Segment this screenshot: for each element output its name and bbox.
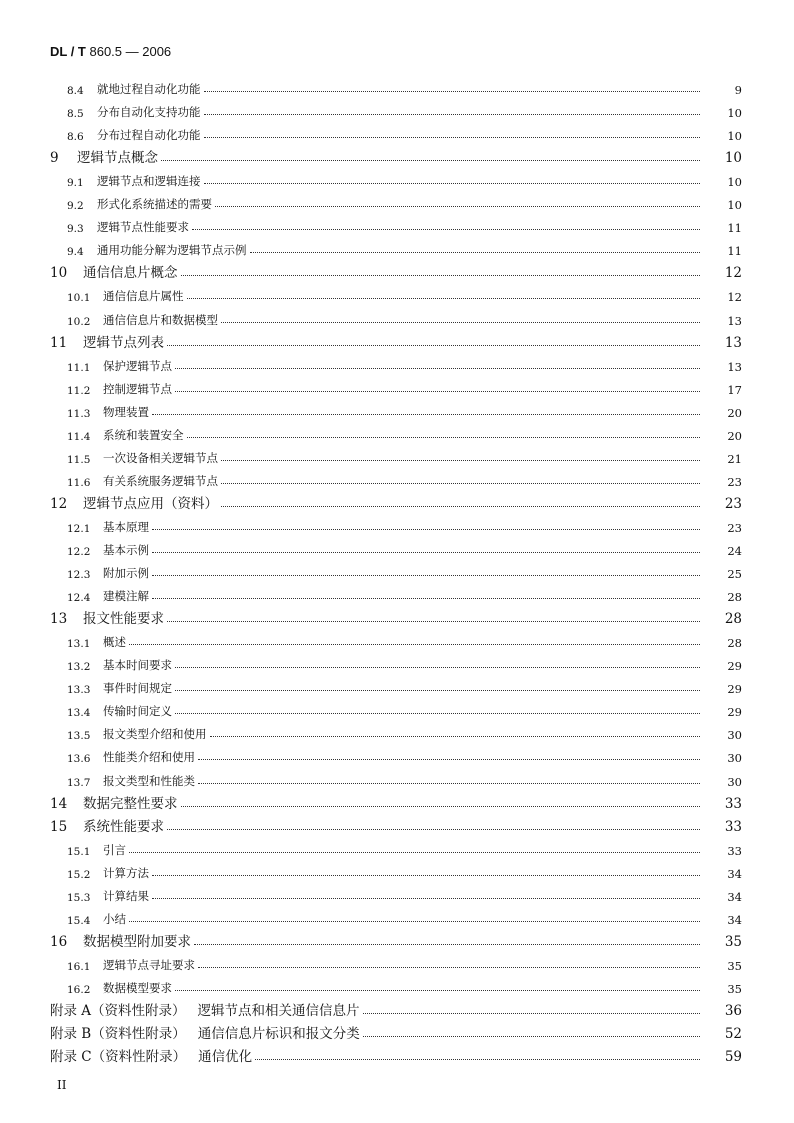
toc-entry-title: 报文类型和性能类 (103, 773, 195, 788)
toc-entry-page: 30 (727, 728, 742, 743)
toc-entry[interactable] (0, 720, 794, 742)
toc-entry[interactable] (0, 582, 794, 604)
toc-entry-number: 13 (50, 611, 68, 628)
toc-dot-leader (198, 759, 700, 760)
toc-dot-leader (210, 736, 701, 737)
toc-entry-title: 报文性能要求 (83, 611, 164, 628)
toc-dot-leader (152, 529, 700, 530)
toc-entry-number: 16 (50, 933, 68, 950)
toc-entry[interactable] (0, 513, 794, 535)
toc-entry-page: 25 (727, 567, 742, 582)
toc-entry-number: 9.2 (67, 200, 84, 213)
toc-entry[interactable] (0, 836, 794, 858)
toc-entry-page: 30 (727, 751, 742, 766)
toc-entry[interactable] (0, 375, 794, 397)
toc-entry-title: 概述 (103, 635, 126, 650)
toc-entry[interactable] (0, 790, 794, 812)
toc-entry[interactable] (0, 144, 794, 166)
toc-dot-leader (255, 1059, 700, 1060)
toc-entry-page: 13 (727, 359, 742, 374)
toc-entry-title: 基本原理 (103, 519, 149, 534)
toc-entry-page: 33 (724, 795, 742, 812)
toc-entry-page: 34 (727, 912, 742, 927)
toc-entry-page: 35 (727, 958, 742, 973)
toc-entry-page: 28 (727, 636, 742, 651)
toc-entry-title: 数据完整性要求 (83, 795, 178, 812)
toc-dot-leader (152, 552, 700, 553)
toc-entry-number: 15.4 (67, 914, 91, 927)
toc-entry-page: 23 (727, 474, 742, 489)
toc-entry-title: 计算方法 (103, 865, 149, 880)
toc-entry-title: 传输时间定义 (103, 704, 172, 719)
toc-entry-number: 12.3 (67, 569, 91, 582)
toc-entry-page: 13 (727, 313, 742, 328)
toc-entry-number: 10 (50, 265, 68, 282)
page-number: II (57, 1078, 67, 1092)
toc-entry-number: 13.7 (67, 776, 91, 789)
toc-entry-title: 保护逻辑节点 (103, 358, 172, 373)
toc-dot-leader (221, 506, 700, 507)
toc-entry-title: 分布自动化支持功能 (97, 105, 201, 120)
toc-dot-leader (152, 875, 700, 876)
toc-entry-title: 逻辑节点应用（资料） (83, 495, 218, 512)
toc-entry-number: 10.2 (67, 315, 91, 328)
toc-entry[interactable] (0, 628, 794, 650)
toc-entry-title: 附加示例 (103, 566, 149, 581)
toc-entry-number: 11.4 (67, 430, 91, 443)
toc-entry-number: 附录 A（资料性附录） (50, 1003, 186, 1019)
standard-number: 860.5 — 2006 (85, 44, 172, 59)
toc-entry-number: 附录 B（资料性附录） (50, 1026, 186, 1043)
toc-entry[interactable] (0, 259, 794, 281)
toc-dot-leader (187, 437, 701, 438)
toc-dot-leader (215, 206, 700, 207)
toc-entry-number: 11.3 (67, 407, 91, 420)
toc-entry-page: 29 (727, 705, 742, 720)
toc-dot-leader (221, 322, 700, 323)
toc-entry-page: 29 (727, 659, 742, 674)
toc-entry-number: 15 (50, 818, 68, 835)
toc-entry-title: 通信优化 (198, 1049, 253, 1066)
toc-entry-title: 有关系统服务逻辑节点 (103, 473, 218, 488)
toc-entry-title: 建模注解 (103, 589, 149, 604)
toc-entry[interactable] (0, 467, 794, 489)
toc-entry-title: 通信信息片和数据模型 (103, 312, 218, 327)
toc-entry-number: 11.2 (67, 384, 91, 397)
document-header (50, 44, 171, 59)
toc-entry[interactable] (0, 651, 794, 673)
toc-entry-number: 12 (50, 495, 68, 512)
toc-entry-page: 28 (727, 590, 742, 605)
toc-dot-leader (175, 690, 700, 691)
toc-dot-leader (363, 1036, 700, 1037)
toc-entry-page: 12 (724, 265, 742, 282)
toc-entry-title: 报文类型介绍和使用 (103, 727, 207, 742)
toc-dot-leader (129, 852, 700, 853)
toc-entry-title: 通信信息片标识和报文分类 (197, 1026, 360, 1043)
toc-entry[interactable] (0, 306, 794, 328)
toc-entry[interactable] (0, 167, 794, 189)
toc-entry-title: 逻辑节点性能要求 (97, 220, 189, 235)
toc-entry-number: 8.4 (67, 85, 84, 97)
toc-entry[interactable] (0, 282, 794, 304)
toc-entry-number: 11.5 (67, 453, 91, 466)
toc-entry[interactable] (0, 75, 794, 97)
toc-entry[interactable] (0, 997, 794, 1019)
toc-entry-title: 逻辑节点寻址要求 (103, 957, 195, 972)
toc-entry[interactable] (0, 190, 794, 212)
toc-entry-number: 12.4 (67, 592, 91, 605)
toc-dot-leader (204, 114, 701, 115)
toc-entry[interactable] (0, 213, 794, 235)
toc-dot-leader (221, 483, 700, 484)
toc-entry[interactable] (0, 767, 794, 789)
toc-dot-leader (175, 990, 700, 991)
toc-entry[interactable] (0, 859, 794, 881)
toc-entry-number: 8.5 (67, 108, 84, 121)
toc-entry-page: 30 (727, 774, 742, 789)
toc-entry-number: 9 (50, 150, 59, 167)
toc-entry-title: 数据模型要求 (103, 980, 172, 995)
toc-entry-title: 系统性能要求 (83, 818, 164, 835)
toc-entry-title: 通信信息片概念 (83, 265, 178, 282)
toc-dot-leader (194, 944, 700, 945)
toc-dot-leader (363, 1013, 700, 1014)
toc-dot-leader (152, 898, 700, 899)
toc-entry-title: 形式化系统描述的需要 (97, 197, 212, 212)
toc-entry-title: 性能类介绍和使用 (103, 750, 195, 765)
toc-entry[interactable] (0, 98, 794, 120)
toc-dot-leader (181, 275, 701, 276)
toc-entry[interactable] (0, 1020, 794, 1042)
toc-dot-leader (204, 137, 701, 138)
toc-entry[interactable] (0, 559, 794, 581)
toc-entry[interactable] (0, 743, 794, 765)
toc-entry-number: 13.4 (67, 707, 91, 720)
toc-entry[interactable] (0, 421, 794, 443)
toc-entry-page: 17 (727, 382, 742, 397)
toc-dot-leader (198, 783, 700, 784)
toc-entry-title: 数据模型附加要求 (83, 933, 191, 950)
toc-entry-number: 附录 C（资料性附录） (50, 1049, 187, 1066)
toc-entry-number: 13.1 (67, 638, 91, 651)
toc-entry-number: 15.1 (67, 845, 91, 858)
toc-dot-leader (181, 806, 701, 807)
toc-dot-leader (175, 391, 700, 392)
toc-entry-page: 28 (724, 611, 742, 628)
toc-entry-page: 10 (727, 106, 742, 121)
toc-entry[interactable] (0, 352, 794, 374)
toc-entry-title: 控制逻辑节点 (103, 381, 172, 396)
toc-entry-number: 13.2 (67, 661, 91, 674)
toc-entry[interactable] (0, 813, 794, 835)
toc-entry-title: 逻辑节点和相关通信信息片 (197, 1003, 360, 1019)
toc-entry-page: 10 (724, 150, 742, 167)
toc-entry-page: 36 (724, 1003, 742, 1019)
toc-entry-title: 基本示例 (103, 543, 149, 557)
toc-entry-title: 引言 (103, 842, 126, 857)
toc-entry-title: 逻辑节点概念 (77, 150, 158, 167)
toc-entry-page: 59 (724, 1049, 742, 1066)
toc-entry-title: 计算结果 (103, 888, 149, 903)
toc-entry-number: 13.6 (67, 753, 91, 766)
toc-entry-page: 10 (727, 129, 742, 144)
toc-entry-page: 23 (727, 520, 742, 535)
toc-entry-page: 10 (727, 175, 742, 190)
toc-entry-page: 11 (727, 221, 742, 236)
toc-entry[interactable] (0, 674, 794, 696)
toc-dot-leader (198, 967, 700, 968)
toc-entry-title: 逻辑节点和逻辑连接 (97, 174, 201, 189)
toc-entry-title: 小结 (103, 911, 126, 926)
toc-entry-page: 23 (724, 495, 742, 512)
toc-entry-number: 15.2 (67, 868, 91, 881)
toc-entry-number: 9.4 (67, 246, 84, 259)
toc-entry-title: 逻辑节点列表 (83, 334, 164, 351)
toc-entry[interactable] (0, 444, 794, 466)
toc-entry-title: 物理装置 (103, 404, 149, 419)
toc-entry-title: 分布过程自动化功能 (97, 128, 201, 143)
toc-dot-leader (192, 229, 700, 230)
toc-dot-leader (129, 644, 700, 645)
toc-dot-leader (175, 667, 700, 668)
toc-dot-leader (152, 598, 700, 599)
toc-entry-page: 20 (727, 428, 742, 443)
toc-entry-title: 通用功能分解为逻辑节点示例 (97, 243, 247, 258)
toc-dot-leader (250, 252, 701, 253)
toc-entry[interactable] (0, 882, 794, 904)
toc-entry[interactable] (0, 928, 794, 950)
toc-entry-page: 21 (727, 451, 742, 466)
toc-dot-leader (161, 160, 700, 161)
toc-dot-leader (204, 183, 701, 184)
toc-entry-number: 9.1 (67, 177, 84, 190)
toc-dot-leader (129, 921, 700, 922)
toc-entry[interactable] (0, 951, 794, 973)
toc-dot-leader (152, 414, 700, 415)
toc-entry[interactable] (0, 398, 794, 420)
toc-entry-title: 就地过程自动化功能 (97, 82, 201, 96)
toc-entry-page: 24 (727, 544, 742, 558)
toc-dot-leader (175, 713, 700, 714)
toc-entry-title: 系统和装置安全 (103, 427, 184, 442)
toc-entry-number: 11 (50, 334, 68, 351)
toc-entry[interactable] (0, 1043, 794, 1065)
toc-dot-leader (204, 91, 701, 92)
toc-entry[interactable] (0, 974, 794, 996)
toc-entry[interactable] (0, 905, 794, 927)
toc-entry-number: 14 (50, 795, 68, 812)
toc-entry-number: 16.1 (67, 960, 91, 973)
toc-entry-page: 13 (724, 334, 742, 351)
toc-entry-page: 29 (727, 682, 742, 697)
toc-dot-leader (167, 829, 700, 830)
toc-entry-page: 35 (724, 933, 742, 950)
toc-entry-number: 15.3 (67, 891, 91, 904)
toc-entry[interactable] (0, 236, 794, 258)
toc-entry-page: 33 (724, 818, 742, 835)
toc-entry-page: 20 (727, 405, 742, 420)
toc-entry-number: 11.1 (67, 361, 91, 374)
toc-dot-leader (221, 460, 700, 461)
toc-dot-leader (167, 345, 700, 346)
toc-dot-leader (175, 368, 700, 369)
toc-entry-title: 一次设备相关逻辑节点 (103, 450, 218, 465)
toc-entry-page: 10 (727, 198, 742, 213)
toc-entry-number: 13.3 (67, 684, 91, 697)
toc-entry-number: 12.2 (67, 546, 91, 558)
toc-entry-page: 34 (727, 889, 742, 904)
standard-code: DL / T (50, 44, 86, 59)
toc-entry[interactable] (0, 536, 794, 558)
toc-dot-leader (187, 298, 701, 299)
toc-entry-title: 通信信息片属性 (103, 289, 184, 304)
toc-entry-title: 事件时间规定 (103, 681, 172, 696)
toc-entry-number: 11.6 (67, 476, 91, 489)
toc-entry-number: 10.1 (67, 292, 91, 305)
toc-entry-number: 16.2 (67, 983, 91, 996)
toc-entry[interactable] (0, 329, 794, 351)
toc-entry[interactable] (0, 605, 794, 627)
toc-entry-number: 8.6 (67, 131, 84, 144)
toc-entry-number: 9.3 (67, 223, 84, 236)
toc-entry-page: 11 (727, 244, 742, 259)
toc-entry-page: 9 (734, 83, 742, 97)
toc-entry-title: 基本时间要求 (103, 658, 172, 673)
toc-entry[interactable] (0, 490, 794, 512)
toc-entry[interactable] (0, 121, 794, 143)
toc-entry-page: 33 (727, 843, 742, 858)
toc-dot-leader (167, 621, 700, 622)
toc-entry[interactable] (0, 697, 794, 719)
toc-entry-page: 35 (727, 981, 742, 996)
toc-entry-page: 52 (724, 1026, 742, 1043)
toc-dot-leader (152, 575, 700, 576)
toc-entry-number: 13.5 (67, 730, 91, 743)
toc-entry-page: 34 (727, 866, 742, 881)
toc-entry-page: 12 (727, 290, 742, 305)
toc-entry-number: 12.1 (67, 522, 91, 535)
